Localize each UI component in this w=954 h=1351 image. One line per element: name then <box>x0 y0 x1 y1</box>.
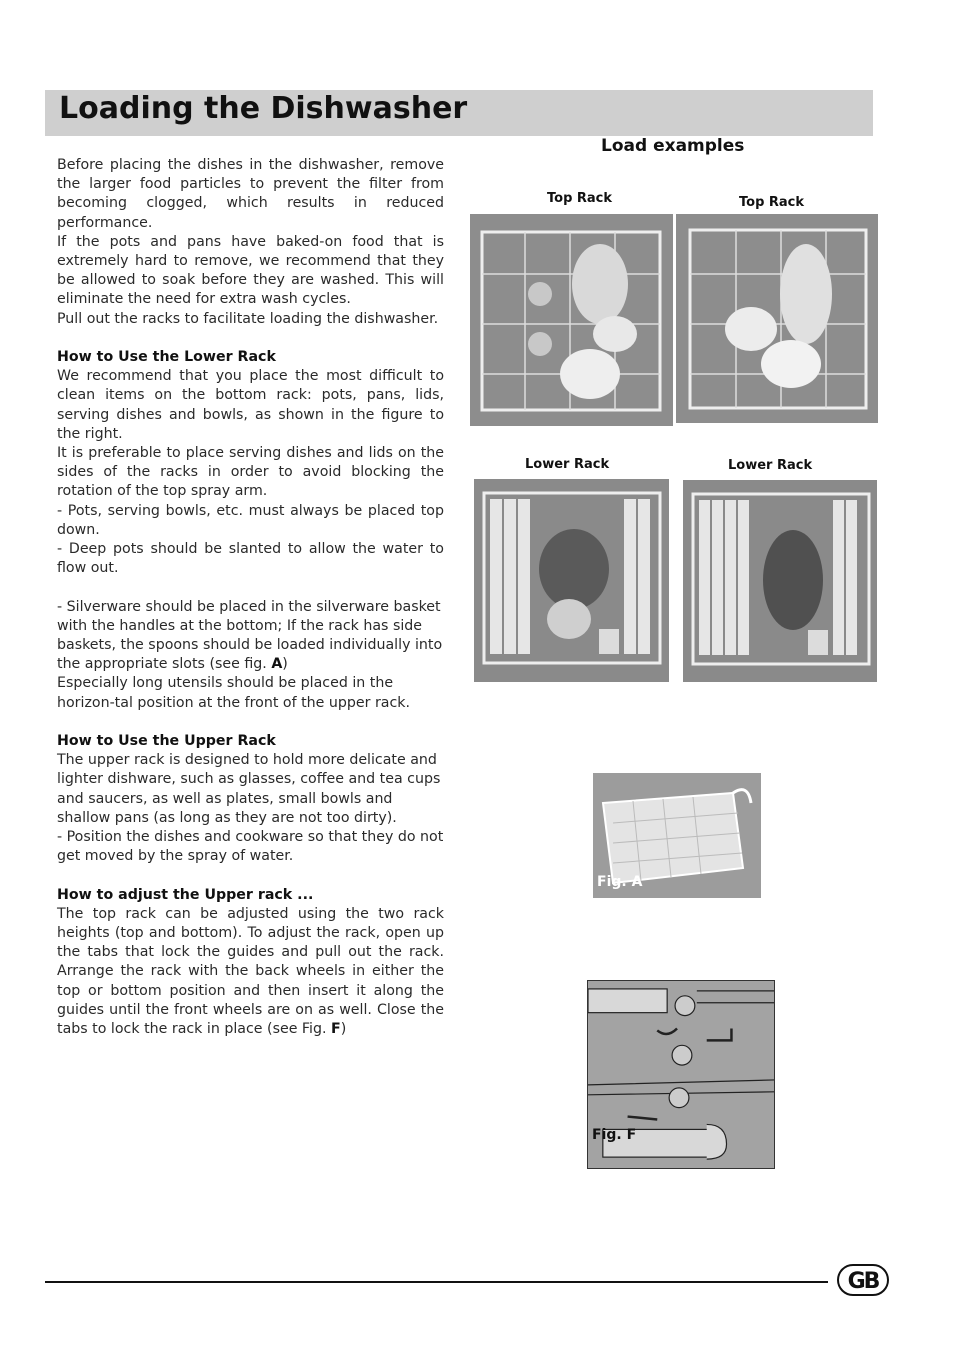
top-rack-photo-2 <box>676 214 878 423</box>
silverware-paragraph: - Silverware should be placed in the silverware basket with the handles at the bottom; If the rack has side baskets, the spoons should be loaded individually into the appropriate slots (see fig. A) <box>57 598 443 673</box>
adjust-rack-heading: How to adjust the Upper rack ... <box>57 886 314 903</box>
top-rack-photo-1 <box>470 214 673 426</box>
footer-divider <box>45 1281 828 1283</box>
top-rack-caption: Top Rack <box>739 195 805 210</box>
lower-rack-paragraph: We recommend that you place the most difficult to clean items on the bottom rack: pots, pans, lids, serving dishes and bowls, as shown in the figure to the right. <box>57 368 444 442</box>
lower-rack-photo-2 <box>683 480 877 682</box>
top-rack-caption: Top Rack <box>547 191 613 206</box>
page-title: Loading the Dishwasher <box>59 91 468 126</box>
lower-rack-caption: Lower Rack <box>728 458 813 473</box>
upper-rack-paragraph: - Position the dishes and cookware so that they do not get moved by the spray of water. <box>57 829 444 865</box>
lower-rack-photo-1 <box>474 479 669 682</box>
adjust-rack-paragraph: The top rack can be adjusted using the two rack heights (top and bottom). To adjust the rack, open up the tabs that lock the guides and pull out the rack. Arrange the rack with the back wheels in either the top or bottom position and then insert it along the guides until the front wheels are on as well. Close the tabs to lock the rack in place (see Fig. F) <box>57 905 444 1038</box>
lower-rack-heading: How to Use the Lower Rack <box>57 349 276 366</box>
load-examples-title: Load examples <box>601 136 745 156</box>
intro-paragraph: If the pots and pans have baked-on food that is extremely hard to remove, we recommend that they be allowed to soak before they are washed. This will eliminate the need for extra wash cycles. <box>57 233 444 308</box>
lower-rack-paragraph: - Pots, serving bowls, etc. must always be placed top down. <box>57 502 444 538</box>
lower-rack-paragraph: - Deep pots should be slanted to allow the water to flow out. <box>57 541 444 577</box>
fig-a-label: Fig. A <box>597 874 643 890</box>
intro-paragraph: Pull out the racks to facilitate loading the dishwasher. <box>57 310 439 327</box>
fig-f-label: Fig. F <box>592 1127 637 1143</box>
language-badge: GB <box>837 1264 889 1296</box>
silverware-basket-figure <box>593 773 761 898</box>
rack-adjust-figure <box>587 980 775 1169</box>
title-bar <box>45 90 873 136</box>
upper-rack-heading: How to Use the Upper Rack <box>57 733 276 750</box>
lower-rack-caption: Lower Rack <box>525 457 610 472</box>
lower-rack-paragraph: It is preferable to place serving dishes and lids on the sides of the racks in order to avoid blocking the rotation of the top spray arm. <box>57 445 444 500</box>
upper-rack-paragraph: The upper rack is designed to hold more delicate and lighter dishware, such as glasses, coffee and tea cups and saucers, as well as plates, small bowls and shallow pans (as long as they are not too dirty). <box>57 752 441 826</box>
body-text-column <box>57 156 444 1039</box>
lower-rack-paragraph: Especially long utensils should be placed in the horizon-tal position at the front of the upper rack. <box>57 675 411 711</box>
intro-paragraph: Before placing the dishes in the dishwasher, remove the larger food particles to prevent the filter from becoming clogged, which results in reduced performance. <box>57 157 444 231</box>
